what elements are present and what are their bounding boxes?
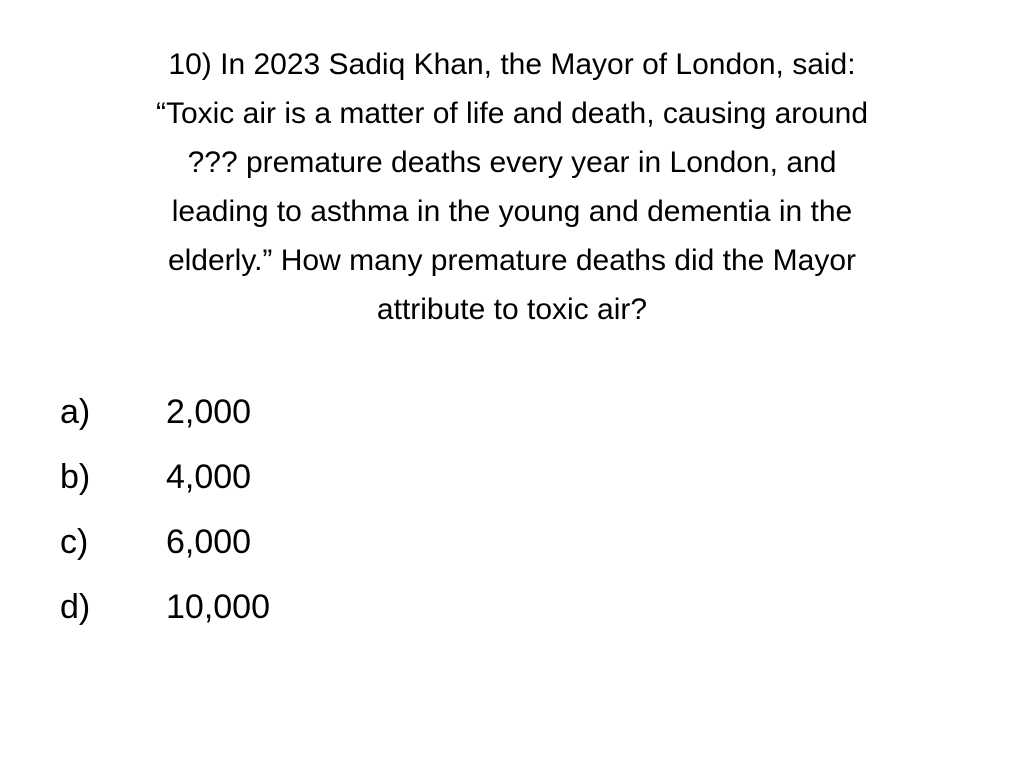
answer-letter: a) <box>60 393 91 431</box>
answer-option-b <box>60 445 270 510</box>
answer-value: 2,000 <box>166 393 252 431</box>
answer-option-a <box>60 380 270 445</box>
answer-list <box>60 380 270 640</box>
question-text <box>80 40 944 334</box>
question-line: attribute to toxic air? <box>376 293 648 326</box>
answer-value: 10,000 <box>166 588 270 626</box>
question-line: 10) In 2023 Sadiq Khan, the Mayor of London, said: <box>168 48 856 81</box>
answer-value: 4,000 <box>166 458 252 496</box>
answer-option-c <box>60 510 270 575</box>
question-line: “Toxic air is a matter of life and death, causing around <box>155 97 869 130</box>
answer-letter: d) <box>60 588 91 626</box>
answer-value: 6,000 <box>166 523 252 561</box>
answer-letter: c) <box>60 523 89 561</box>
question-line: leading to asthma in the young and dementia in the <box>171 195 853 228</box>
answer-option-d <box>60 575 270 640</box>
question-line: ??? premature deaths every year in London, and <box>187 146 837 179</box>
answer-letter: b) <box>60 458 91 496</box>
question-line: elderly.” How many premature deaths did the Mayor <box>167 244 857 277</box>
